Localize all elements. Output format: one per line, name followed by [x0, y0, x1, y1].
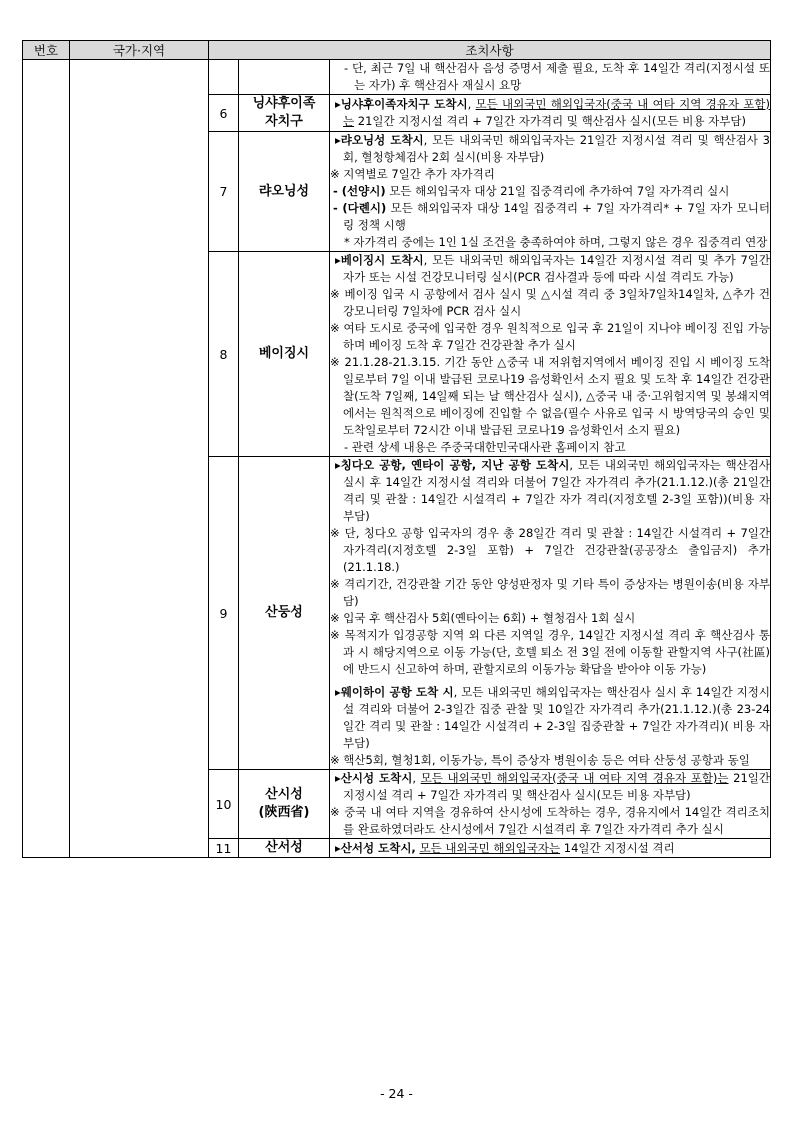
- measure-lead: ▸산시성 도착시: [335, 771, 413, 785]
- measure-cell: [330, 252, 771, 457]
- header-measures: 조치사항: [209, 41, 771, 60]
- note: ※ 핵산5회, 혈청1회, 이동가능, 특이 증상자 병원이송 등은 여타 산둥성 공항과 동일: [330, 753, 750, 767]
- row-number: 7: [209, 132, 239, 252]
- measure-lead: ▸베이징시 도착시: [335, 253, 424, 267]
- measure-lead: ▸닝샤후이족자치구 도착시: [335, 97, 468, 111]
- measure-lead: ▸랴오닝성 도착시: [335, 133, 424, 147]
- measure-lead: ▸칭다오 공항, 옌타이 공항, 지난 공항 도착시: [335, 458, 570, 472]
- region-name: 산서성: [239, 839, 330, 858]
- row-number: 10: [209, 770, 239, 839]
- measure-cell: [330, 60, 771, 95]
- note: ※ 21.1.28-21.3.15. 기간 동안 △중국 내 저위험지역에서 베이징 진입 시 베이징 도착일로부터 7일 이내 발급된 코로나19 음성확인서 소지 필요 및 도착 후 14일간 건강관찰(도착 7일째, 14일째 되는 날 핵산검사 실시), △중국 내 중·고위험지역 및 봉쇄지역에서는 원칙적으로 베이징에 진입할 수 없음(필수 사유로 입국 시 방역당국의 승인 및 도착일로부터 72시간 이내 발급된 코로나19 음성확인서 소지 필요): [330, 355, 770, 437]
- sub-number-cell: [209, 60, 239, 95]
- continuation-text: - 단, 최근 7일 내 핵산검사 음성 증명서 제출 필요, 도착 후 14일간 격리(지정시설 또는 자가) 후 핵산검사 재실시 요망: [344, 61, 770, 92]
- measure-paragraph: ▸산서성 도착시, 모든 내외국민 해외입국자는 14일간 지정시설 격리: [335, 840, 675, 855]
- note: ※ 격리기간, 건강관찰 기간 동안 양성판정자 및 기타 특이 증상자는 병원이송(비용 자부담): [330, 577, 770, 608]
- underlined-text: 모든 내외국민 해외입국자는: [419, 840, 561, 855]
- region-name: 산둥성: [239, 457, 330, 770]
- measure-lead: ▸산서성 도착시,: [335, 840, 416, 855]
- row-number: 9: [209, 457, 239, 770]
- underlined-text: 모든 내외국민 해외입국자(중국 내 여타 지역 경유자 포함)는: [343, 97, 770, 128]
- underlined-text: 모든 내외국민 해외입국자(중국 내 여타 지역 경유자 포함)는: [420, 771, 729, 785]
- region-name: [239, 95, 330, 132]
- measure-cell: [330, 132, 771, 252]
- reference-note: - 관련 상세 내용은 주중국대한민국대사관 홈페이지 참고: [344, 440, 626, 454]
- measures-table: [22, 40, 771, 858]
- header-number: 번호: [23, 41, 70, 60]
- row-number: 11: [209, 839, 239, 858]
- note: ※ 베이징 입국 시 공항에서 검사 실시 및 △시설 격리 중 3일차7일차14일차, △추가 건강모니터링 7일차에 PCR 검사 실시: [330, 287, 770, 318]
- measure-lead: ▸웨이하이 공항 도착 시: [335, 685, 454, 699]
- row-number: 8: [209, 252, 239, 457]
- table-header-row: [23, 41, 771, 60]
- region-name-text: 산시성 (陝西省): [258, 787, 310, 820]
- measure-paragraph: ▸닝샤후이족자치구 도착시, 모든 내외국민 해외입국자(중국 내 여타 지역 경유자 포함)는 21일간 지정시설 격리 + 7일간 자가격리 및 핵산검사 실시(모든 비용 자부담): [335, 97, 770, 128]
- sub-measure: - (선양시) 모든 해외입국자 대상 21일 집중격리에 추가하여 7일 자가격리 실시: [333, 184, 730, 198]
- region-name: 랴오닝성: [239, 132, 330, 252]
- sub-measure: - (다롄시) 모든 해외입국자 대상 14일 집중격리 + 7일 자가격리* + 7일 자가 모니터링 정책 시행: [333, 201, 770, 232]
- measure-cell: [330, 770, 771, 839]
- region-name: 베이징시: [239, 252, 330, 457]
- region-name-text: 닝샤후이족 자치구: [252, 96, 316, 129]
- note: ※ 단, 칭다오 공항 입국자의 경우 총 28일간 격리 및 관찰 : 14일간 시설격리 + 7일간 자가격리(지정호텔 2-3일 포함) + 7일간 건강관찰(공공장소 출입금지) 추가(21.1.18.): [330, 526, 770, 574]
- note: ※ 입국 후 핵산검사 5회(옌타이는 6회) + 혈청검사 1회 실시: [330, 611, 636, 625]
- measure-paragraph: ▸웨이하이 공항 도착 시, 모든 내외국민 해외입국자는 핵산검사 실시 후 14일간 지정시설 격리와 더불어 2-3일간 집중 관찰 및 10일간 자가격리 추가(21.1.12.)(총 23-24일간 격리 및 관찰 : 14일간 시설격리 + 2-3일 집중관찰 + 7일간 자가격리)( 비용 자부담): [335, 685, 770, 750]
- note: ※ 중국 내 여타 지역을 경유하여 산시성에 도착하는 경우, 경유지에서 14일간 격리조치를 완료하였더라도 산시성에서 7일간 시설격리 후 7일간 자가격리 추가 실시: [330, 805, 770, 836]
- number-cell: [23, 60, 70, 858]
- region-cell: [239, 60, 330, 95]
- header-country: 국가·지역: [70, 41, 209, 60]
- table-row: [23, 60, 771, 95]
- row-number: 6: [209, 95, 239, 132]
- country-cell: [70, 60, 209, 858]
- measure-cell: [330, 839, 771, 858]
- page-number: - 24 -: [380, 1086, 413, 1101]
- note: ※ 목적지가 입경공항 지역 외 다른 지역일 경우, 14일간 지정시설 격리 후 핵산검사 통과 시 해당지역으로 이동 가능(단, 호텔 퇴소 전 3일 전에 이동할 관할지역 사구(社區)에 반드시 신고하여 하며, 관할지로의 이동가능 확답을 받아야 이동 가능): [330, 628, 770, 676]
- measure-paragraph: ▸랴오닝성 도착시, 모든 내외국민 해외입국자는 21일간 지정시설 격리 및 핵산검사 3회, 혈청항체검사 2회 실시(비용 자부담): [335, 133, 770, 164]
- note: ※ 지역별로 7일간 추가 자가격리: [330, 167, 495, 181]
- measure-paragraph: ▸베이징시 도착시, 모든 내외국민 해외입국자는 14일간 지정시설 격리 및 추가 7일간 자가 또는 시설 건강모니터링 실시(PCR 검사결과 등에 따라 시설 격리도 가능): [335, 253, 770, 284]
- note: ※ 여타 도시로 중국에 입국한 경우 원칙적으로 입국 후 21일이 지나야 베이징 진입 가능하며 베이징 도착 후 7일간 건강관찰 추가 실시: [330, 321, 770, 352]
- footnote: * 자가격리 중에는 1인 1실 조건을 충족하여야 하며, 그렇지 않은 경우 집중격리 연장: [344, 235, 768, 249]
- measure-paragraph: ▸칭다오 공항, 옌타이 공항, 지난 공항 도착시, 모든 내외국민 해외입국자는 핵산검사 실시 후 14일간 지정시설 격리와 더불어 7일간 자가격리 추가(21.1.12.)(총 21일간 격리 및 관찰 : 14일간 시설격리 + 7일간 자가 격리(지정호텔 2-3일 포함))(비용 자부담): [335, 458, 770, 523]
- measure-paragraph: ▸산시성 도착시, 모든 내외국민 해외입국자(중국 내 여타 지역 경유자 포함)는 21일간 지정시설 격리 + 7일간 자가격리 및 핵산검사 실시(모든 비용 자부담): [335, 771, 770, 802]
- measure-cell: [330, 95, 771, 132]
- measure-cell: [330, 457, 771, 770]
- region-name: [239, 770, 330, 839]
